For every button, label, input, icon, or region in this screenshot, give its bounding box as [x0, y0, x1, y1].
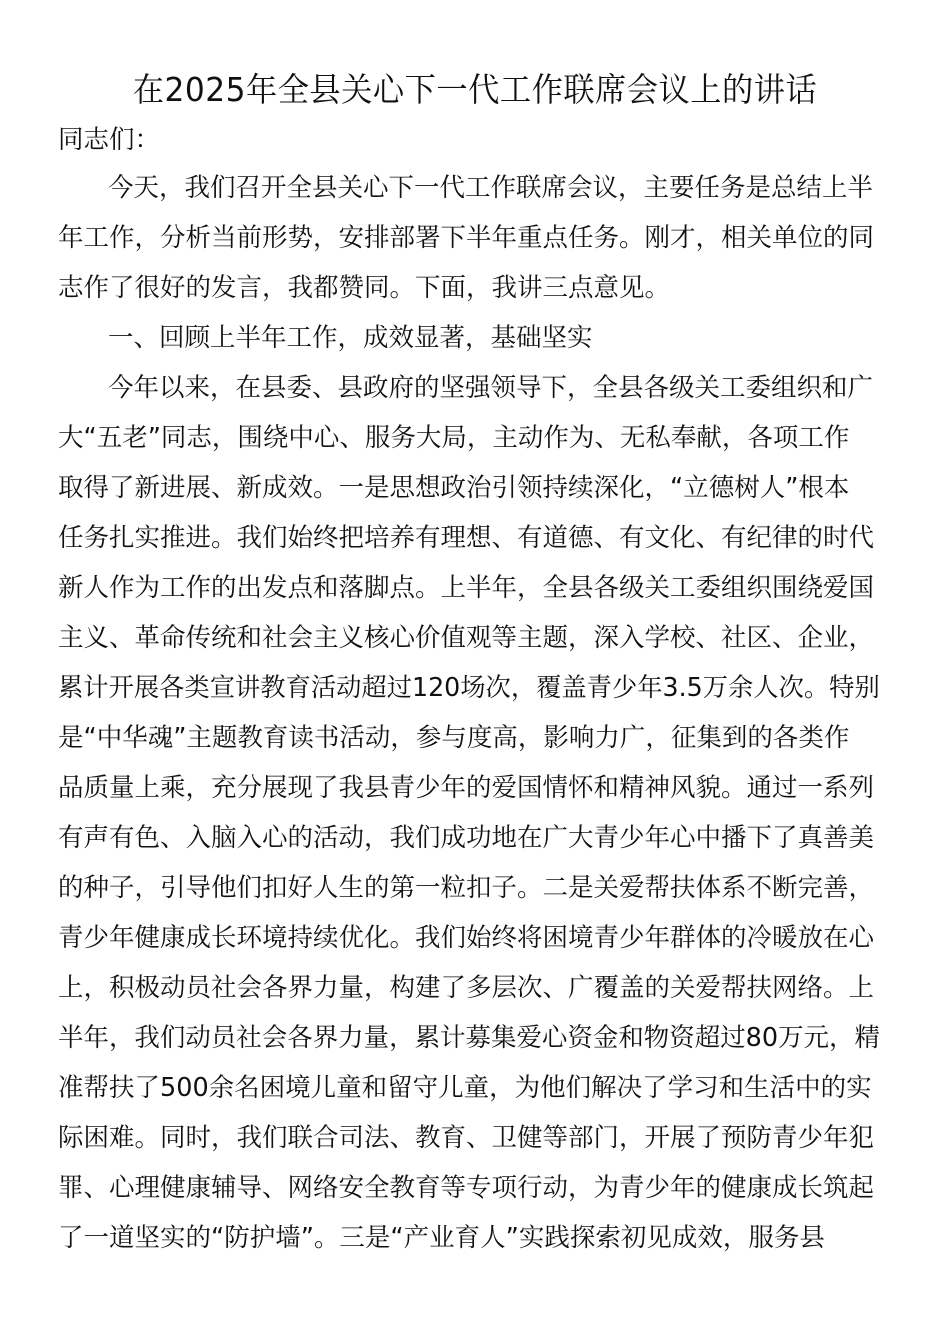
paragraph-line: 际困难。同时，我们联合司法、教育、卫健等部门，开展了预防青少年犯	[58, 1123, 875, 1153]
paragraph-line: 罪、心理健康辅导、网络安全教育等专项行动，为青少年的健康成长筑起	[58, 1173, 875, 1203]
salutation: 同志们：	[58, 125, 161, 155]
document-title: 在2025年全县关心下一代工作联席会议上的讲话	[132, 70, 818, 109]
paragraph-line: 青少年健康成长环境持续优化。我们始终将困境青少年群体的冷暖放在心	[58, 923, 875, 953]
paragraph-line: 半年，我们动员社会各界力量，累计募集爱心资金和物资超过80万元，精	[58, 1023, 880, 1053]
paragraph-line: 取得了新进展、新成效。一是思想政治引领持续深化，“立德树人”根本	[58, 473, 850, 503]
paragraph-line: 年工作，分析当前形势，安排部署下半年重点任务。刚才，相关单位的同	[58, 223, 875, 253]
paragraph-line: 大“五老”同志，围绕中心、服务大局，主动作为、无私奉献，各项工作	[58, 423, 850, 453]
paragraph-line: 准帮扶了500余名困境儿童和留守儿童，为他们解决了学习和生活中的实	[58, 1073, 872, 1103]
paragraph-line: 新人作为工作的出发点和落脚点。上半年，全县各级关工委组织围绕爱国	[58, 573, 875, 603]
paragraph-line: 今年以来，在县委、县政府的坚强领导下，全县各级关工委组织和广	[108, 373, 874, 403]
paragraph-line: 了一道坚实的“防护墙”。三是“产业育人”实践探索初见成效，服务县	[58, 1223, 825, 1253]
paragraph-line: 累计开展各类宣讲教育活动超过120场次，覆盖青少年3.5万余人次。特别	[58, 673, 880, 703]
section-heading: 一、回顾上半年工作，成效显著，基础坚实	[108, 323, 593, 353]
paragraph-line: 品质量上乘，充分展现了我县青少年的爱国情怀和精神风貌。通过一系列	[58, 773, 875, 803]
paragraph-line: 上，积极动员社会各界力量，构建了多层次、广覆盖的关爱帮扶网络。上	[58, 973, 875, 1003]
paragraph-line: 是“中华魂”主题教育读书活动，参与度高，影响力广，征集到的各类作	[58, 723, 850, 753]
paragraph-line: 志作了很好的发言，我都赞同。下面，我讲三点意见。	[58, 273, 671, 303]
paragraph-line: 的种子，引导他们扣好人生的第一粒扣子。二是关爱帮扶体系不断完善，	[58, 873, 875, 903]
paragraph-line: 有声有色、入脑入心的活动，我们成功地在广大青少年心中播下了真善美	[58, 823, 875, 853]
paragraph-line: 主义、革命传统和社会主义核心价值观等主题，深入学校、社区、企业，	[58, 623, 875, 653]
paragraph-line: 今天，我们召开全县关心下一代工作联席会议，主要任务是总结上半	[108, 173, 874, 203]
paragraph-line: 任务扎实推进。我们始终把培养有理想、有道德、有文化、有纪律的时代	[58, 523, 875, 553]
